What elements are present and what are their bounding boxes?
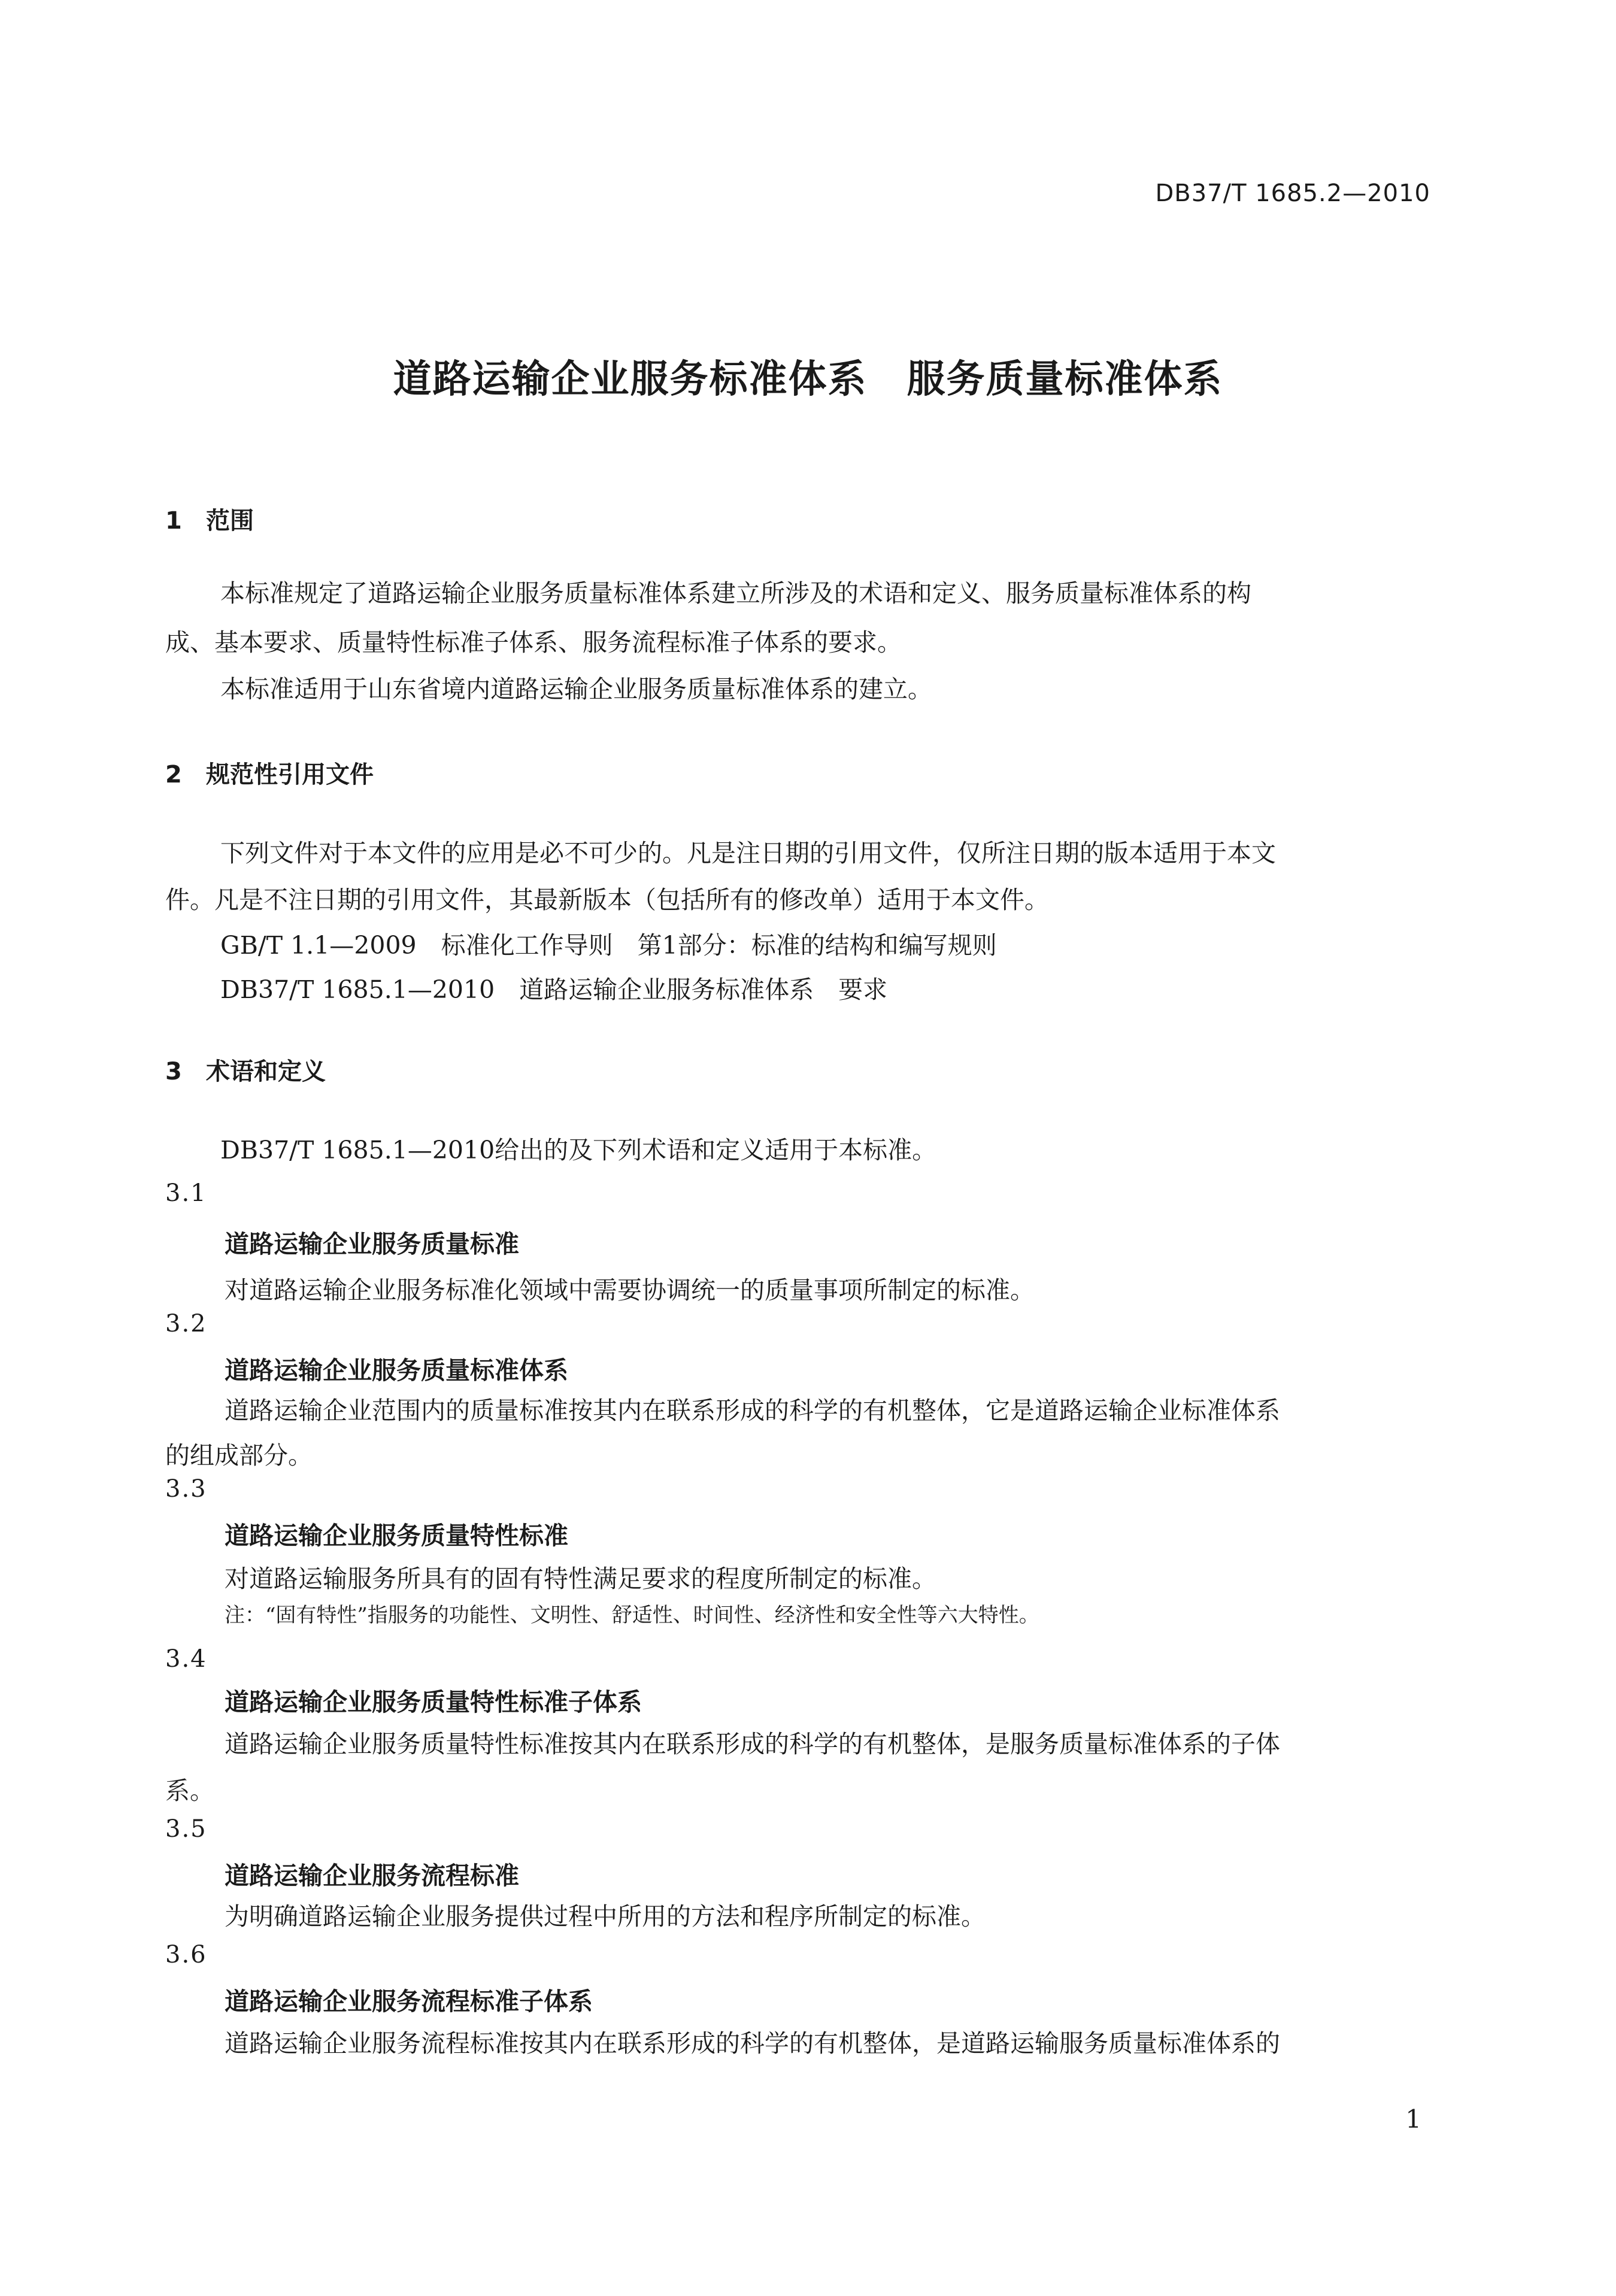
document-title: 道路运输企业服务标准体系 服务质量标准体系 (393, 357, 1223, 402)
term-definition: 道路运输企业服务质量特性标准按其内在联系形成的科学的有机整体，是服务质量标准体系的子体 (225, 1730, 1280, 1758)
section-number: 3 (165, 1058, 182, 1085)
section-number: 1 (165, 507, 182, 535)
term-number: 3.1 (165, 1179, 207, 1207)
section-heading (165, 1053, 326, 1087)
reference-item: DB37/T 1685.1—2010 道路运输企业服务标准体系 要求 (220, 975, 888, 1004)
term-number: 3.4 (165, 1645, 207, 1673)
term-number: 3.5 (165, 1815, 207, 1843)
term-definition: 的组成部分。 (165, 1441, 313, 1470)
term-definition: 对道路运输企业服务标准化领域中需要协调统一的质量事项所制定的标准。 (225, 1276, 1035, 1305)
section-title: 范围 (206, 507, 254, 535)
paragraph: 件。凡是不注日期的引用文件，其最新版本（包括所有的修改单）适用于本文件。 (165, 885, 1049, 914)
term-title: 道路运输企业服务质量标准 (225, 1230, 519, 1258)
reference-item: GB/T 1.1—2009 标准化工作导则 第1部分：标准的结构和编写规则 (220, 931, 997, 960)
section-title: 规范性引用文件 (206, 761, 374, 788)
term-definition: 系。 (165, 1776, 214, 1805)
term-definition: 道路运输企业服务流程标准按其内在联系形成的科学的有机整体，是道路运输服务质量标准体系的 (225, 2029, 1280, 2058)
paragraph: 本标准规定了道路运输企业服务质量标准体系建立所涉及的术语和定义、服务质量标准体系的构 (220, 579, 1251, 608)
section-title: 术语和定义 (206, 1058, 326, 1085)
term-title: 道路运输企业服务流程标准 (225, 1861, 519, 1890)
section-heading (165, 502, 254, 536)
term-definition: 道路运输企业范围内的质量标准按其内在联系形成的科学的有机整体，它是道路运输企业标准体系 (225, 1396, 1280, 1425)
term-number: 3.6 (165, 1941, 207, 1969)
term-title: 道路运输企业服务质量特性标准 (225, 1521, 568, 1550)
term-number: 3.3 (165, 1475, 207, 1503)
paragraph: 本标准适用于山东省境内道路运输企业服务质量标准体系的建立。 (220, 675, 932, 703)
term-definition: 对道路运输服务所具有的固有特性满足要求的程度所制定的标准。 (225, 1564, 936, 1593)
paragraph: 成、基本要求、质量特性标准子体系、服务流程标准子体系的要求。 (165, 628, 902, 657)
section-heading (165, 756, 374, 790)
standard-code: DB37/T 1685.2—2010 (1155, 180, 1430, 207)
term-title: 道路运输企业服务质量特性标准子体系 (225, 1688, 642, 1716)
paragraph: DB37/T 1685.1—2010给出的及下列术语和定义适用于本标准。 (220, 1136, 937, 1164)
term-number: 3.2 (165, 1310, 207, 1337)
page-number: 1 (1405, 2104, 1421, 2134)
term-definition: 为明确道路运输企业服务提供过程中所用的方法和程序所制定的标准。 (225, 1902, 986, 1931)
note: 注：“固有特性”指服务的功能性、文明性、舒适性、时间性、经济性和安全性等六大特性。 (225, 1603, 1039, 1627)
paragraph: 下列文件对于本文件的应用是必不可少的。凡是注日期的引用文件，仅所注日期的版本适用于本文 (220, 839, 1276, 868)
section-number: 2 (165, 761, 182, 788)
term-title: 道路运输企业服务质量标准体系 (225, 1356, 568, 1385)
term-title: 道路运输企业服务流程标准子体系 (225, 1987, 593, 2016)
